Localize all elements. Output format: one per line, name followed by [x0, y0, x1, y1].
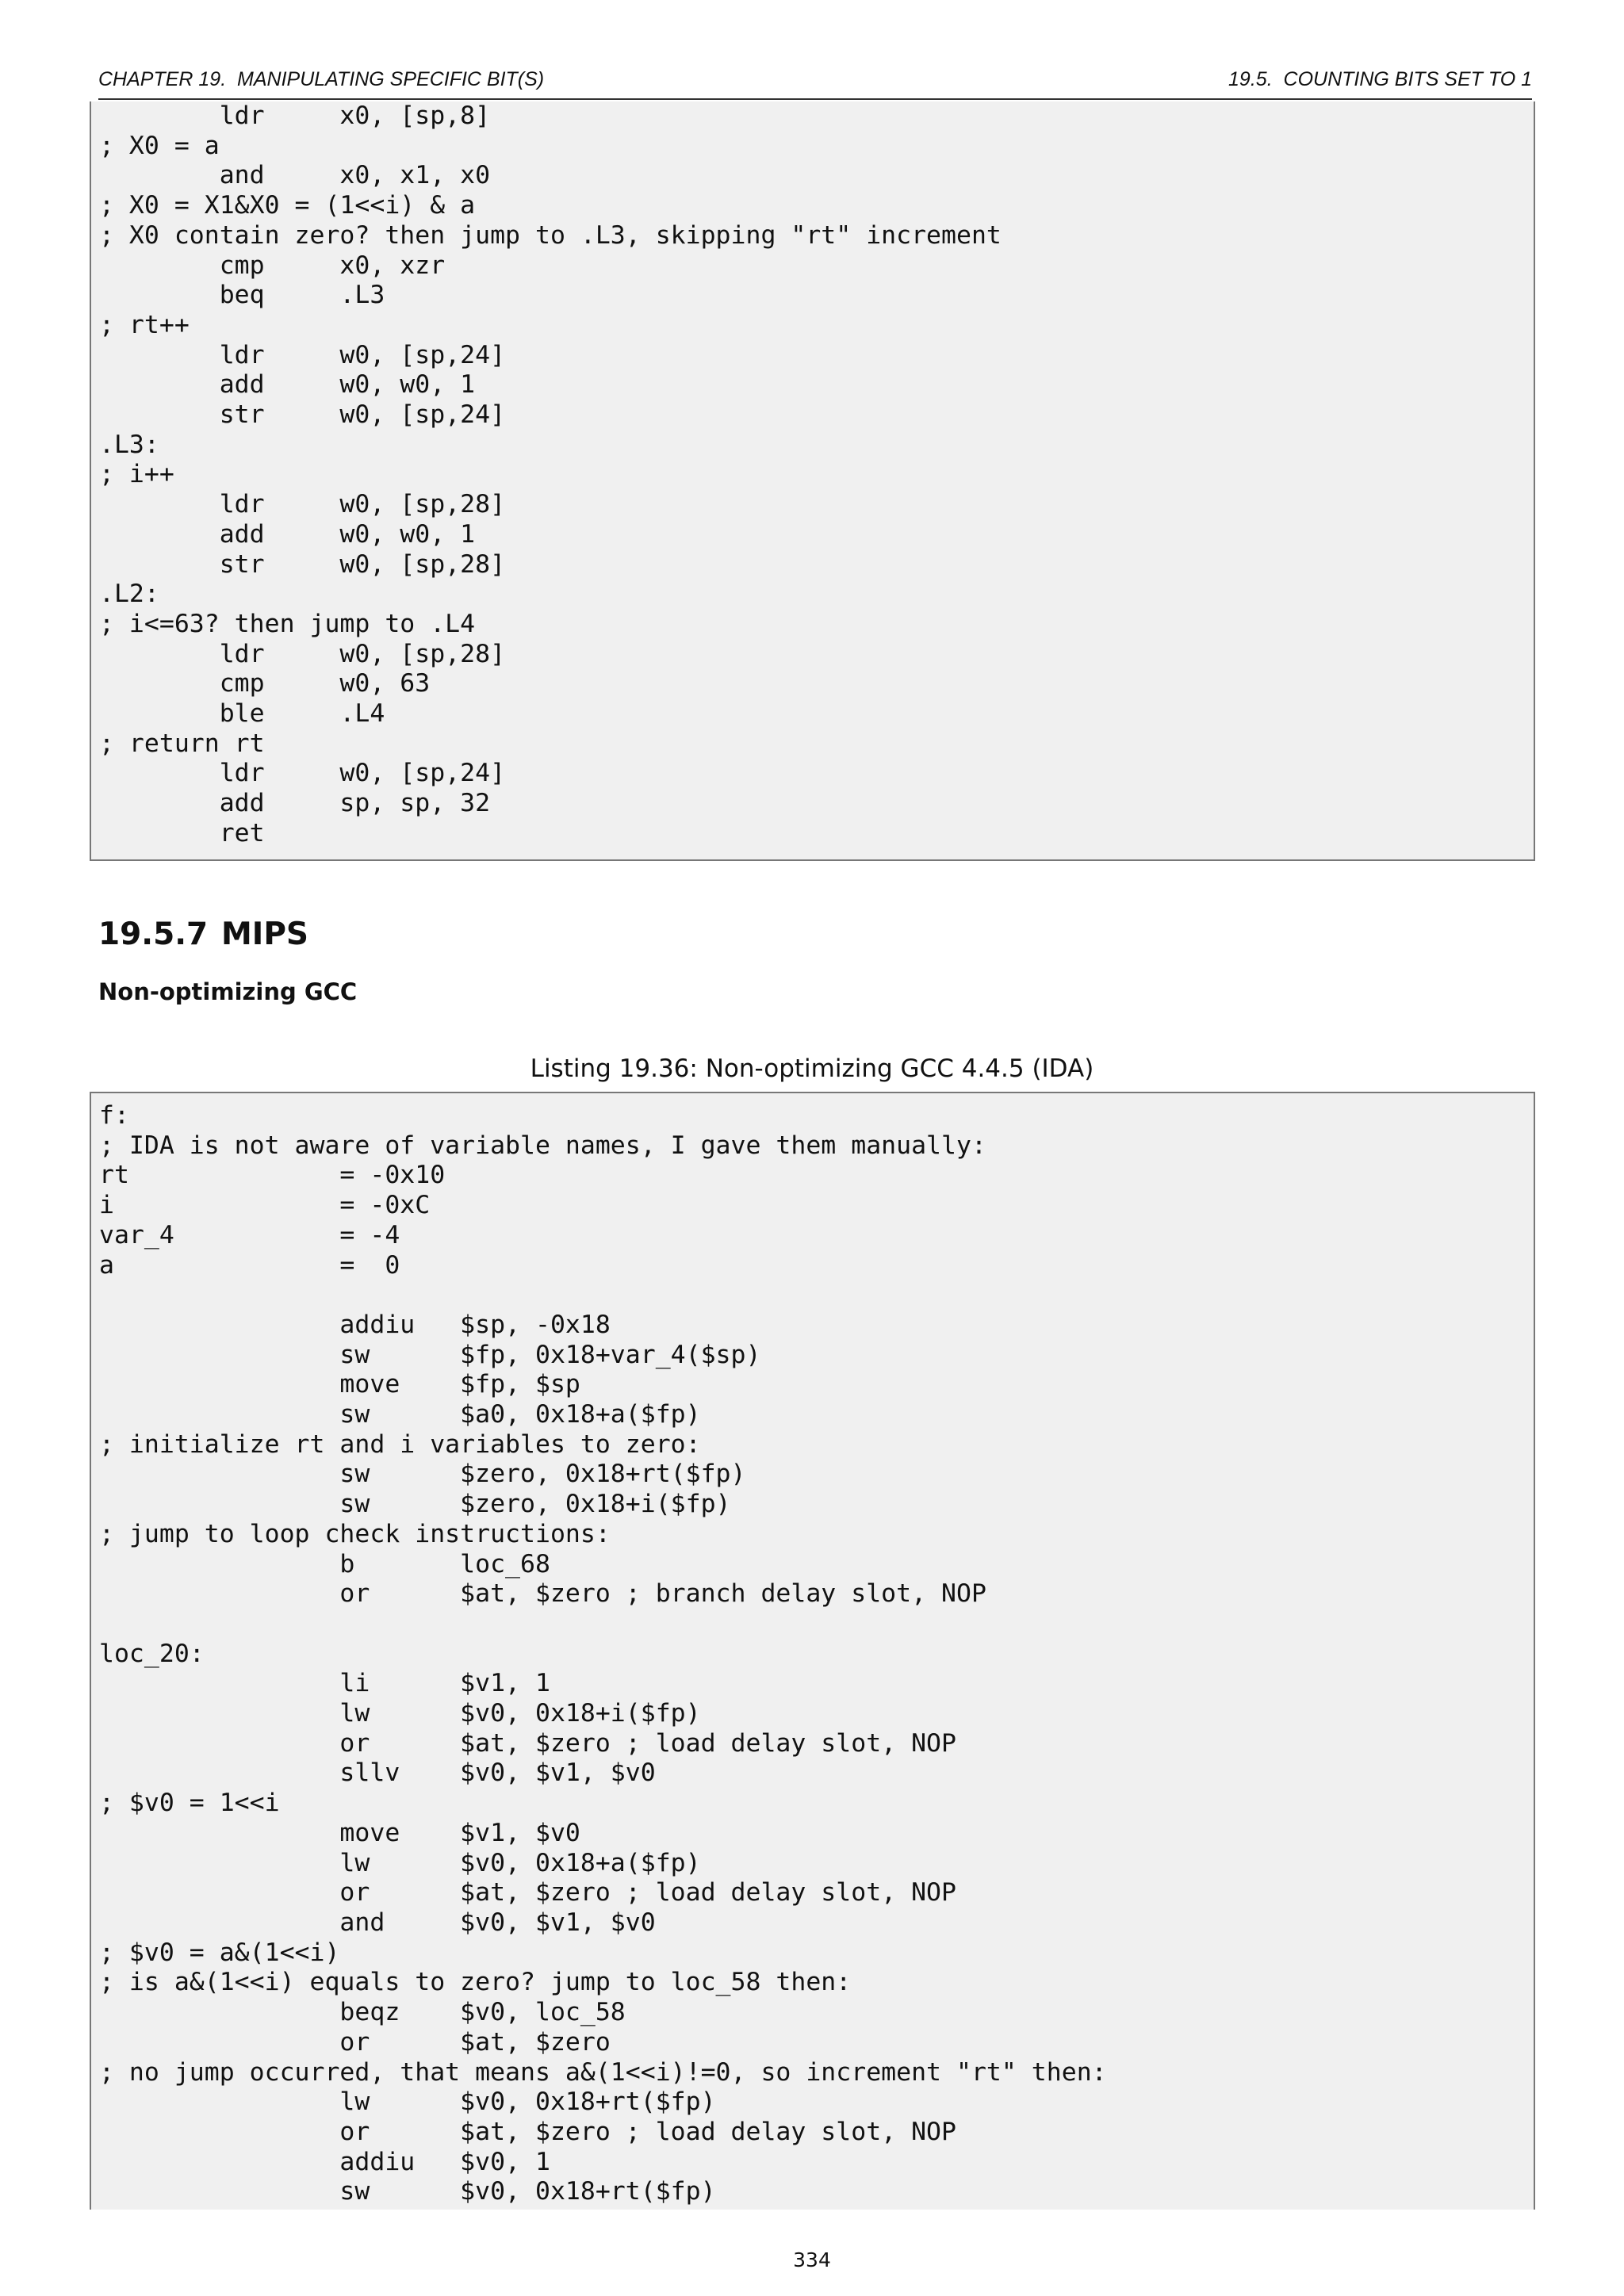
section-header-title: 19.5. COUNTING BITS SET TO 1	[1228, 68, 1532, 90]
code-text: f: ; IDA is not aware of variable names, I gave them manually: rt = -0x10 i = -0xC var_4 = -4 a = 0 addiu $sp, -0x18 sw $fp, 0x18+var_4($sp) move $fp, $sp sw $a0, 0x18+a($fp) ; initialize rt and i variables to zero: sw $zero, 0x18+rt($fp) sw $zero, 0x18+i($fp) ; jump to loop check instructions: b loc_68 or $at, $zero ; branch delay slot, NOP loc_20: li $v1, 1 lw $v0, 0x18+i($fp) or $at, $zero ; load delay slot, NOP sllv $v0, $v1, $v0 ; $v0 = 1<<i move $v1, $v0 lw $v0, 0x18+a($fp) or $at, $zero ; load delay slot, NOP and $v0, $v1, $v0 ; $v0 = a&(1<<i) ; is a&(1<<i) equals to zero? jump to loc_58 then: beqz $v0, loc_58 or $at, $zero ; no jump occurred, that means a&(1<<i)!=0, so increment "rt" then: lw $v0, 0x18+rt($fp) or $at, $zero ; load delay slot, NOP addiu $v0, 1 sw $v0, 0x18+rt($fp)	[99, 1101, 1107, 2206]
running-header	[98, 68, 1532, 98]
page-number: 334	[793, 2248, 831, 2271]
chapter-title: CHAPTER 19. MANIPULATING SPECIFIC BIT(S)	[98, 68, 545, 90]
section-number: 19.5.7	[98, 916, 209, 952]
code-listing-mips	[90, 1092, 1535, 2210]
code-listing-arm64-continued	[90, 101, 1535, 861]
header-divider	[98, 98, 1532, 100]
section-title: MIPS	[221, 916, 308, 952]
subsection-heading: Non-optimizing GCC	[98, 978, 358, 1005]
code-text: ldr x0, [sp,8] ; X0 = a and x0, x1, x0 ; X0 = X1&X0 = (1<<i) & a ; X0 contain zero? then jump to .L3, skipping "rt" increment cmp x0, xzr beq .L3 ; rt++ ldr w0, [sp,24] add w0, w0, 1 str w0, [sp,24] .L3: ; i++ ldr w0, [sp,28] add w0, w0, 1 str w0, [sp,28] .L2: ; i<=63? then jump to .L4 ldr w0, [sp,28] cmp w0, 63 ble .L4 ; return rt ldr w0, [sp,24] add sp, sp, 32 ret	[99, 101, 1002, 848]
section-heading	[98, 916, 308, 952]
listing-caption: Listing 19.36: Non-optimizing GCC 4.4.5 (IDA)	[530, 1054, 1094, 1083]
